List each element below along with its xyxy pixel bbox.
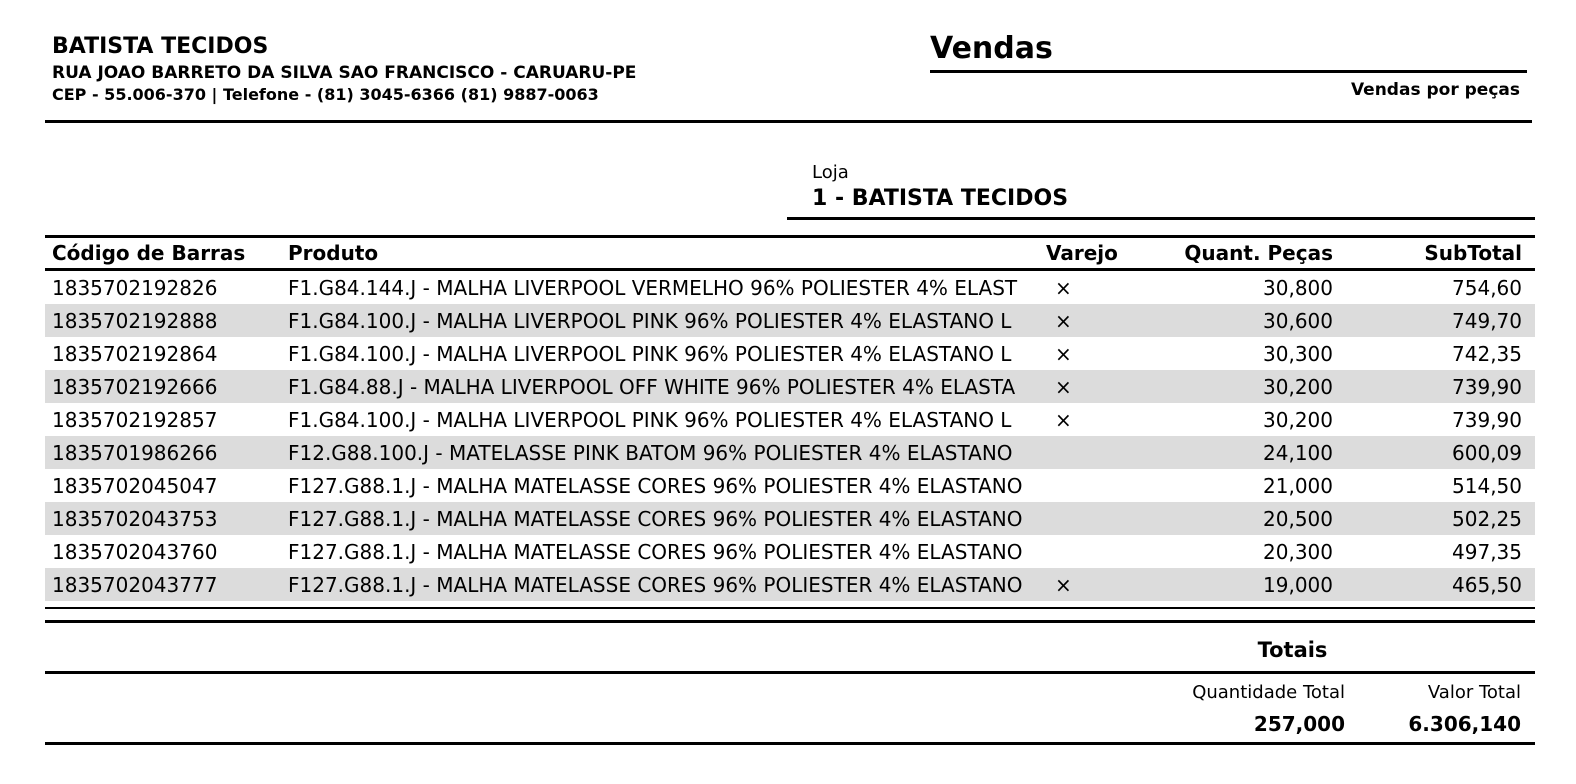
report-bottom-divider — [45, 742, 1535, 745]
sales-table — [45, 235, 1535, 745]
barcode-cell: 1835702192857 — [52, 407, 218, 432]
column-header-quantity: Quant. Peças — [1184, 241, 1333, 265]
quantity-cell: 30,200 — [1263, 407, 1333, 432]
subtotal-cell: 465,50 — [1452, 572, 1522, 597]
company-address: RUA JOAO BARRETO DA SILVA SAO FRANCISCO - CARUARU-PE — [52, 63, 637, 83]
table-end-divider-thin — [45, 607, 1535, 609]
subtotal-cell: 739,90 — [1452, 374, 1522, 399]
barcode-cell: 1835702043760 — [52, 539, 218, 564]
report-subtitle: Vendas por peças — [1350, 80, 1520, 100]
column-header-product: Produto — [288, 241, 379, 265]
table-row — [45, 271, 1535, 304]
subtotal-cell: 739,90 — [1452, 407, 1522, 432]
column-header-subtotal: SubTotal — [1424, 241, 1522, 265]
table-row — [45, 469, 1535, 502]
subtotal-cell: 497,35 — [1452, 539, 1522, 564]
table-row — [45, 304, 1535, 337]
retail-mark: × — [1055, 341, 1072, 366]
retail-mark: × — [1055, 572, 1072, 597]
totals-values-row — [45, 712, 1535, 736]
table-row — [45, 535, 1535, 568]
report-title: Vendas — [930, 30, 1527, 73]
company-name: BATISTA TECIDOS — [52, 34, 269, 59]
product-cell: F127.G88.1.J - MALHA MATELASSE CORES 96% POLIESTER 4% ELASTANO — [288, 539, 1023, 564]
column-header-barcode: Código de Barras — [52, 241, 246, 265]
barcode-cell: 1835702192864 — [52, 341, 218, 366]
table-row — [45, 337, 1535, 370]
retail-mark: × — [1055, 275, 1072, 300]
barcode-cell: 1835701986266 — [52, 440, 218, 465]
product-cell: F127.G88.1.J - MALHA MATELASSE CORES 96% POLIESTER 4% ELASTANO — [288, 572, 1023, 597]
quantity-cell: 21,000 — [1263, 473, 1333, 498]
product-cell: F127.G88.1.J - MALHA MATELASSE CORES 96% POLIESTER 4% ELASTANO — [288, 506, 1023, 531]
product-cell: F12.G88.100.J - MATELASSE PINK BATOM 96% POLIESTER 4% ELASTANO — [288, 440, 1013, 465]
subtotal-cell: 742,35 — [1452, 341, 1522, 366]
quantity-cell: 30,600 — [1263, 308, 1333, 333]
quantity-cell: 20,500 — [1263, 506, 1333, 531]
subtotal-cell: 514,50 — [1452, 473, 1522, 498]
header-divider — [45, 120, 1532, 123]
quantity-cell: 19,000 — [1263, 572, 1333, 597]
barcode-cell: 1835702043777 — [52, 572, 218, 597]
table-row — [45, 568, 1535, 601]
product-cell: F1.G84.100.J - MALHA LIVERPOOL PINK 96% POLIESTER 4% ELASTANO L — [288, 341, 1012, 366]
store-section — [787, 162, 1535, 220]
retail-mark: × — [1055, 407, 1072, 432]
barcode-cell: 1835702043753 — [52, 506, 218, 531]
product-cell: F1.G84.100.J - MALHA LIVERPOOL PINK 96% POLIESTER 4% ELASTANO L — [288, 407, 1012, 432]
product-cell: F1.G84.144.J - MALHA LIVERPOOL VERMELHO 96% POLIESTER 4% ELAST — [288, 275, 1018, 300]
total-value-label: Valor Total — [1427, 682, 1521, 703]
quantity-cell: 30,300 — [1263, 341, 1333, 366]
product-cell: F127.G88.1.J - MALHA MATELASSE CORES 96% POLIESTER 4% ELASTANO — [288, 473, 1023, 498]
table-header-row — [45, 235, 1535, 271]
product-cell: F1.G84.100.J - MALHA LIVERPOOL PINK 96% POLIESTER 4% ELASTANO L — [288, 308, 1012, 333]
total-value-value: 6.306,140 — [1408, 712, 1521, 736]
barcode-cell: 1835702192888 — [52, 308, 218, 333]
table-end-divider-thick — [45, 620, 1535, 623]
totals-labels-row — [45, 682, 1535, 704]
quantity-cell: 30,200 — [1263, 374, 1333, 399]
report-header — [930, 30, 1527, 101]
subtotal-cell: 600,09 — [1452, 440, 1522, 465]
barcode-cell: 1835702192826 — [52, 275, 218, 300]
subtotal-cell: 502,25 — [1452, 506, 1522, 531]
barcode-cell: 1835702045047 — [52, 473, 218, 498]
table-row — [45, 403, 1535, 436]
subtotal-cell: 749,70 — [1452, 308, 1522, 333]
subtotal-cell: 754,60 — [1452, 275, 1522, 300]
store-value: 1 - BATISTA TECIDOS — [812, 186, 1069, 211]
table-row — [45, 502, 1535, 535]
total-quantity-value: 257,000 — [1253, 712, 1345, 736]
retail-mark: × — [1055, 374, 1072, 399]
quantity-cell: 30,800 — [1263, 275, 1333, 300]
company-header — [52, 34, 636, 105]
totals-title: Totais — [1257, 638, 1328, 662]
table-row — [45, 370, 1535, 403]
column-header-retail: Varejo — [1046, 241, 1118, 265]
table-row — [45, 436, 1535, 469]
company-contact: CEP - 55.006-370 | Telefone - (81) 3045-6366 (81) 9887-0063 — [52, 85, 599, 104]
retail-mark: × — [1055, 308, 1072, 333]
quantity-cell: 20,300 — [1263, 539, 1333, 564]
totals-divider — [45, 671, 1535, 674]
product-cell: F1.G84.88.J - MALHA LIVERPOOL OFF WHITE 96% POLIESTER 4% ELASTA — [288, 374, 1016, 399]
total-quantity-label: Quantidade Total — [1192, 682, 1345, 703]
barcode-cell: 1835702192666 — [52, 374, 218, 399]
store-label: Loja — [812, 162, 849, 183]
quantity-cell: 24,100 — [1263, 440, 1333, 465]
